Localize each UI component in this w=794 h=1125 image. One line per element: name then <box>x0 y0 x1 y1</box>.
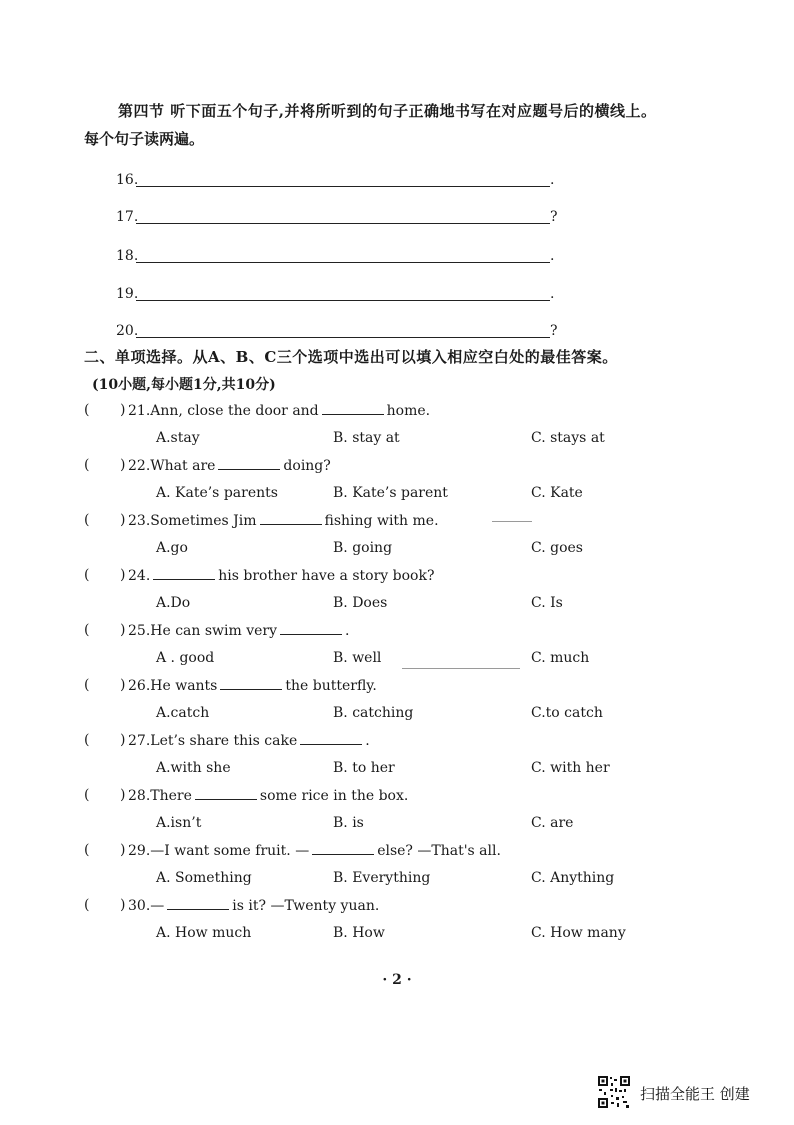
dictation-line <box>116 166 566 190</box>
answer-bracket-open: ( <box>84 787 90 803</box>
question-stem <box>128 897 379 914</box>
option-c: C.to catch <box>531 705 603 721</box>
question-number: 21. <box>128 403 151 419</box>
answer-bracket-open: ( <box>84 567 90 583</box>
answer-bracket-open: ( <box>84 732 90 748</box>
answer-bracket-open: ( <box>84 402 90 418</box>
question-stem <box>128 457 331 474</box>
stem-before: Let’s share this cake <box>150 733 298 749</box>
stem-after: is it? —Twenty yuan. <box>232 898 380 914</box>
answer-bracket-close: ) <box>120 787 126 803</box>
line-number: 17. <box>116 209 139 225</box>
answer-bracket-close: ) <box>120 512 126 528</box>
line-end-mark: . <box>550 286 555 302</box>
line-number: 20. <box>116 323 139 339</box>
option-a: A.go <box>156 540 188 556</box>
answer-bracket-open: ( <box>84 622 90 638</box>
answer-bracket-close: ) <box>120 457 126 473</box>
stem-before: He can swim very <box>150 623 278 639</box>
question-stem <box>128 732 370 749</box>
option-c: C. much <box>531 650 590 666</box>
stem-after: . <box>345 623 350 639</box>
option-c: C. goes <box>531 540 583 556</box>
line-number: 19. <box>116 286 139 302</box>
option-b: B. going <box>333 540 393 556</box>
answer-bracket-close: ) <box>120 677 126 693</box>
answer-rule <box>136 262 550 263</box>
stem-after: else? —That's all. <box>377 843 501 859</box>
stem-after: . <box>365 733 370 749</box>
option-a: A. Something <box>156 870 252 886</box>
option-b: B. to her <box>333 760 395 776</box>
question-number: 28. <box>128 788 151 804</box>
stem-after: doing? <box>283 458 331 474</box>
stem-before: What are <box>150 458 216 474</box>
answer-bracket-close: ) <box>120 842 126 858</box>
answer-rule <box>136 223 550 224</box>
scan-smudge <box>492 521 532 522</box>
stem-after: the butterfly. <box>285 678 377 694</box>
option-a: A.stay <box>156 430 200 446</box>
question-stem <box>128 842 501 859</box>
line-number: 16. <box>116 172 139 188</box>
option-b: B. stay at <box>333 430 400 446</box>
stem-after: home. <box>386 403 431 419</box>
stem-before: Sometimes Jim <box>150 513 257 529</box>
line-number: 18. <box>116 248 139 264</box>
scanner-watermark: 扫描全能王 创建 <box>640 1085 750 1103</box>
section4-title: 第四节 听下面五个句子,并将所听到的句子正确地书写在对应题号后的横线上。 <box>118 102 657 120</box>
question-number: 29. <box>128 843 151 859</box>
option-b: B. catching <box>333 705 414 721</box>
answer-bracket-open: ( <box>84 842 90 858</box>
dictation-line <box>116 280 566 304</box>
page-number: · 2 · <box>382 972 412 988</box>
option-c: C. with her <box>531 760 610 776</box>
question-number: 25. <box>128 623 151 639</box>
stem-after: fishing with me. <box>324 513 439 529</box>
option-a: A.catch <box>156 705 210 721</box>
part2-title: 二、单项选择。从A、B、C三个选项中选出可以填入相应空白处的最佳答案。 <box>84 348 618 366</box>
answer-rule <box>136 186 550 187</box>
question-number: 23. <box>128 513 151 529</box>
answer-blank <box>220 677 282 690</box>
stem-before: —I want some fruit. — <box>150 843 310 859</box>
option-a: A. Kate’s parents <box>156 485 278 501</box>
question-stem <box>128 402 430 419</box>
option-b: B. Does <box>333 595 388 611</box>
answer-rule <box>136 300 550 301</box>
answer-bracket-open: ( <box>84 512 90 528</box>
answer-bracket-close: ) <box>120 567 126 583</box>
option-b: B. Everything <box>333 870 431 886</box>
dictation-line <box>116 242 566 266</box>
option-a: A.with she <box>156 760 231 776</box>
option-c: C. stays at <box>531 430 605 446</box>
answer-rule <box>136 337 550 338</box>
section4-title-continued: 每个句子读两遍。 <box>84 130 205 148</box>
stem-before: He wants <box>150 678 218 694</box>
question-stem <box>128 622 349 639</box>
line-end-mark: . <box>550 248 555 264</box>
question-stem <box>128 567 434 584</box>
option-c: C. Kate <box>531 485 583 501</box>
answer-bracket-close: ) <box>120 402 126 418</box>
line-end-mark: . <box>550 172 555 188</box>
question-number: 27. <box>128 733 151 749</box>
option-a: A. How much <box>156 925 252 941</box>
scan-smudge <box>402 668 520 669</box>
answer-blank <box>153 567 215 580</box>
stem-after: his brother have a story book? <box>218 568 435 584</box>
answer-blank <box>195 787 257 800</box>
option-b: B. is <box>333 815 364 831</box>
option-a: A.Do <box>156 595 191 611</box>
question-number: 26. <box>128 678 151 694</box>
answer-blank <box>280 622 342 635</box>
answer-blank <box>167 897 229 910</box>
line-end-mark: ? <box>550 323 558 339</box>
answer-bracket-close: ) <box>120 897 126 913</box>
option-b: B. Kate’s parent <box>333 485 448 501</box>
answer-bracket-close: ) <box>120 732 126 748</box>
stem-after: some rice in the box. <box>259 788 409 804</box>
answer-bracket-open: ( <box>84 897 90 913</box>
answer-blank <box>300 732 362 745</box>
dictation-line <box>116 317 566 341</box>
answer-bracket-open: ( <box>84 677 90 693</box>
answer-blank <box>218 457 280 470</box>
answer-bracket-open: ( <box>84 457 90 473</box>
question-stem <box>128 787 408 804</box>
answer-blank <box>322 402 384 415</box>
line-end-mark: ? <box>550 209 558 225</box>
option-c: C. Is <box>531 595 563 611</box>
option-c: C. Anything <box>531 870 615 886</box>
question-number: 30. <box>128 898 151 914</box>
question-stem <box>128 512 439 529</box>
answer-blank <box>312 842 374 855</box>
question-number: 22. <box>128 458 151 474</box>
question-number: 24. <box>128 568 151 584</box>
stem-before: — <box>150 898 165 914</box>
option-b: B. well <box>333 650 382 666</box>
stem-before: There <box>150 788 192 804</box>
qr-code-icon <box>597 1075 631 1109</box>
option-c: C. are <box>531 815 574 831</box>
dictation-line <box>116 203 566 227</box>
answer-bracket-close: ) <box>120 622 126 638</box>
option-a: A . good <box>156 650 215 666</box>
stem-before: Ann, close the door and <box>150 403 319 419</box>
option-a: A.isn’t <box>156 815 202 831</box>
question-stem <box>128 677 377 694</box>
option-b: B. How <box>333 925 385 941</box>
answer-blank <box>260 512 322 525</box>
part2-subtitle: (10小题,每小题1分,共10分) <box>92 377 276 393</box>
option-c: C. How many <box>531 925 626 941</box>
